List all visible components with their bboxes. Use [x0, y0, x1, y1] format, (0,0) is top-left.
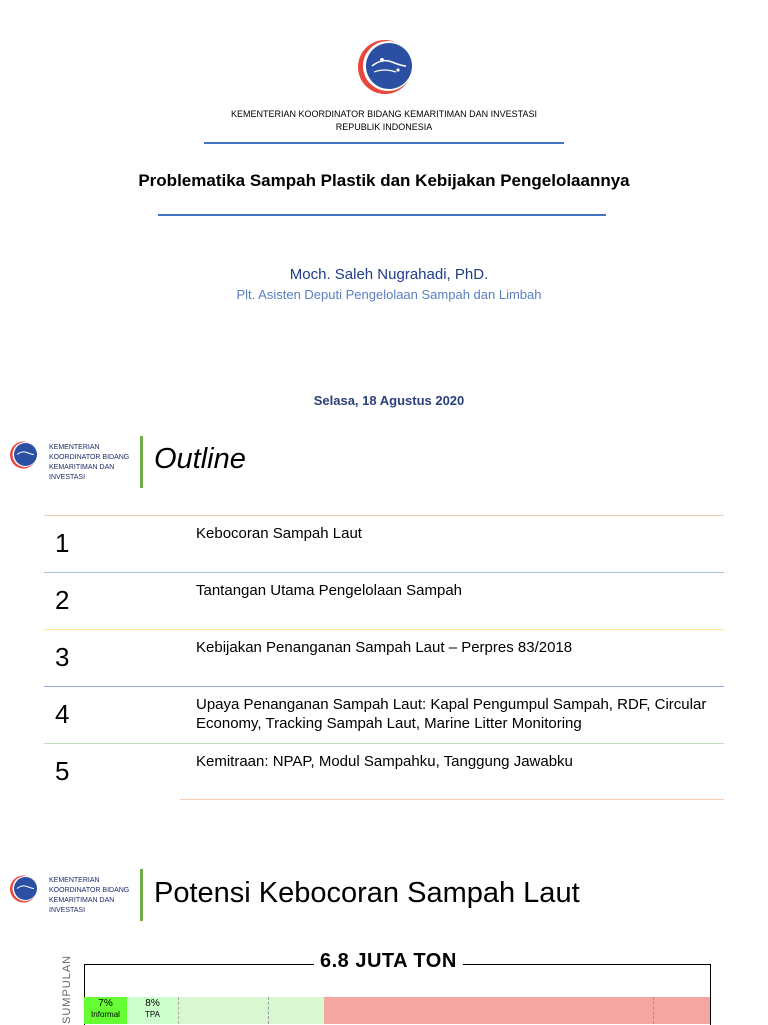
presentation-title: Problematika Sampah Plastik dan Kebijakan Pengelolaannya: [138, 171, 630, 190]
segment-label: Informal: [91, 1010, 120, 1019]
ministry-name: [0, 108, 768, 134]
segment-percent: 8%: [145, 998, 160, 1009]
outline-number: 2: [55, 585, 70, 615]
outline-number: 4: [55, 699, 70, 729]
segment-informal: [84, 997, 127, 1024]
stacked-bar: [84, 997, 710, 1024]
outline-item-text: Upaya Penanganan Sampah Laut: Kapal Pengumpul Sampah, RDF, Circular Economy, Tracking Sampah Laut, Marine Litter Monitoring: [196, 696, 707, 732]
header-ministry-line: KEMARITIMAN DAN: [49, 464, 115, 471]
outline-item-text: Kemitraan: NPAP, Modul Sampahku, Tanggung Jawabku: [196, 753, 573, 770]
ministry-name-line2: REPUBLIK INDONESIA: [335, 122, 433, 132]
ministry-logo-icon: [352, 36, 416, 98]
row-divider: [44, 629, 724, 630]
segment-dash: [653, 997, 654, 1024]
slide-title: Outline: [154, 443, 246, 475]
row-divider: [44, 743, 724, 744]
header-ministry-line: KEMENTERIAN: [49, 444, 100, 451]
header-ministry-line: KEMENTERIAN: [49, 877, 100, 884]
outline-number: 5: [55, 756, 70, 786]
row-divider: [180, 799, 724, 800]
outline-number: 3: [55, 642, 70, 672]
segment-dash: [268, 997, 269, 1024]
header-accent-bar: [140, 436, 143, 488]
row-divider: [44, 515, 724, 516]
divider-top: [204, 142, 564, 144]
segment-tpa: [127, 997, 178, 1024]
header-ministry-line: KOORDINATOR BIDANG: [49, 887, 130, 894]
header-ministry-name: [49, 443, 139, 483]
divider-bottom: [158, 214, 606, 216]
header-accent-bar: [140, 869, 143, 921]
segment-label: TPA: [145, 1010, 160, 1019]
row-divider: [44, 572, 724, 573]
outline-slide: [0, 420, 768, 840]
outline-item-text: Kebijakan Penanganan Sampah Laut – Perpres 83/2018: [196, 639, 573, 656]
outline-item-text: Tantangan Utama Pengelolaan Sampah: [196, 582, 463, 599]
slide-title: Potensi Kebocoran Sampah Laut: [154, 877, 580, 909]
segment-green: [178, 997, 325, 1024]
ministry-name-line1: KEMENTERIAN KOORDINATOR BIDANG KEMARITIMAN DAN INVESTASI: [230, 109, 538, 119]
vertical-axis-label: SUMPULAN: [61, 954, 73, 1024]
author-name: Moch. Saleh Nugrahadi, PhD.: [289, 266, 489, 283]
leakage-slide: [0, 840, 768, 1024]
total-label: 6.8 JUTA TON: [314, 950, 463, 973]
header-ministry-name: [49, 876, 139, 916]
outline-number: 1: [55, 528, 70, 558]
header-ministry-line: INVESTASI: [49, 907, 86, 914]
segment-percent: 7%: [98, 998, 113, 1009]
row-divider: [44, 686, 724, 687]
ministry-logo-small-icon: [7, 873, 39, 905]
header-ministry-line: INVESTASI: [49, 474, 86, 481]
header-ministry-line: KOORDINATOR BIDANG: [49, 454, 130, 461]
header-ministry-line: KEMARITIMAN DAN: [49, 897, 115, 904]
outline-item-text: Kebocoran Sampah Laut: [196, 525, 362, 542]
ministry-logo-small-icon: [7, 439, 39, 471]
title-slide: [0, 0, 768, 420]
presentation-date: Selasa, 18 Agustus 2020: [313, 393, 465, 408]
author-position: Plt. Asisten Deputi Pengelolaan Sampah dan Limbah: [236, 287, 542, 302]
